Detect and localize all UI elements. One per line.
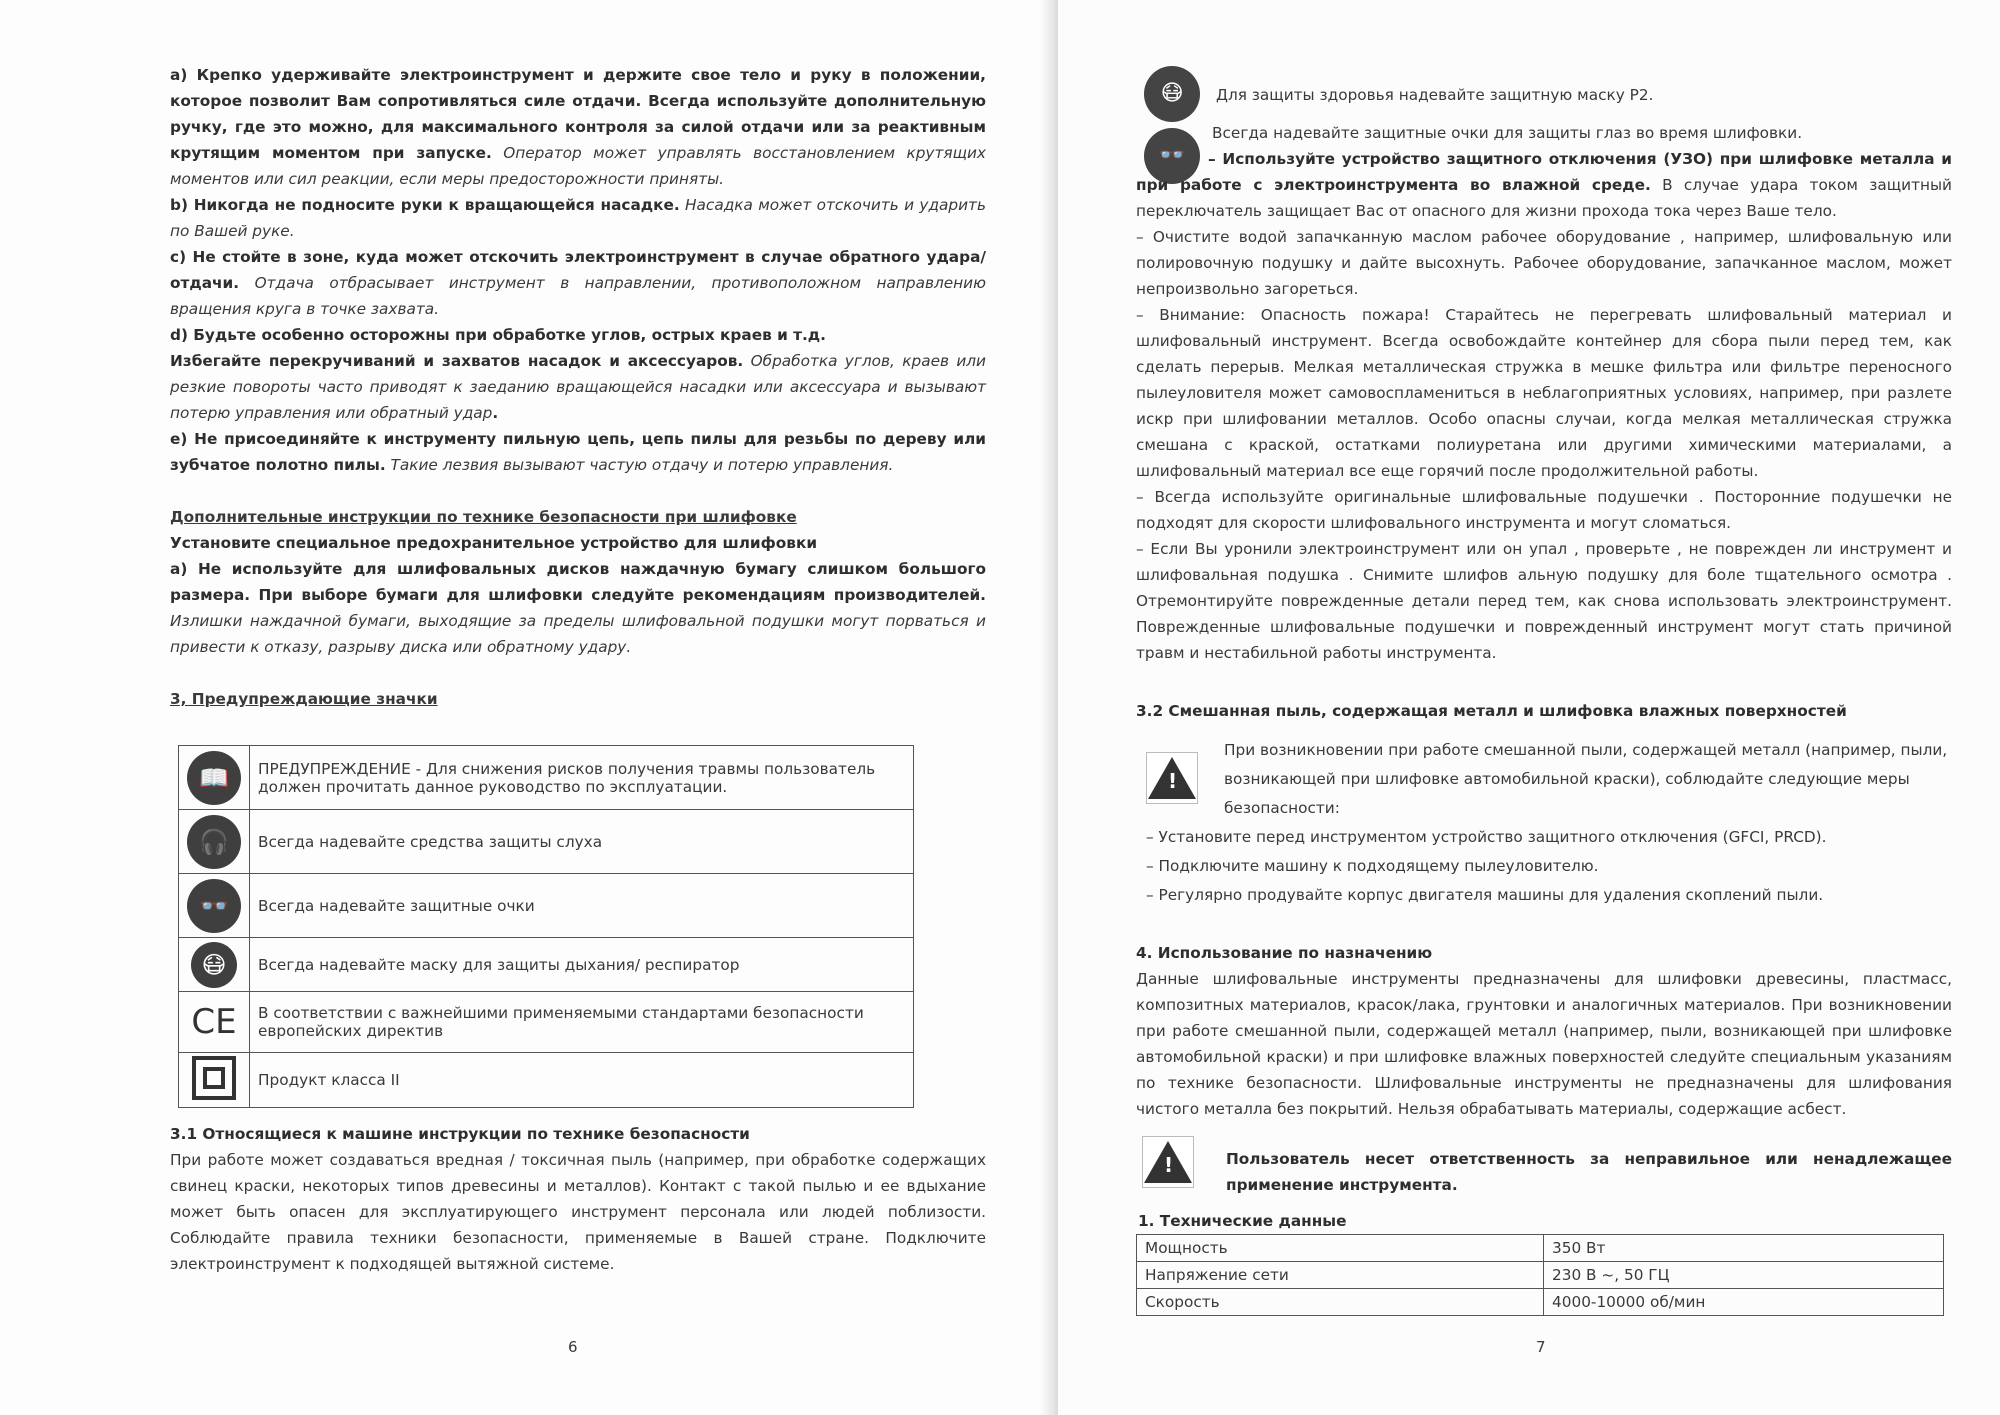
section-3-1 [170, 1121, 986, 1277]
sign-text: ПРЕДУПРЕЖДЕНИЕ - Для снижения рисков получения травмы пользователь должен прочитать данное руководство по эксплуатации. [250, 746, 914, 810]
paragraph-e-chain: e) Не присоединяйте к инструменту пильную цепь, цепь пилы для резьбы по дереву или зубчатое полотно пилы. Такие лезвия вызывают частую отдачу и потерю управления. [170, 430, 986, 474]
paragraph-fire: – Внимание: Опасность пожара! Старайтесь не перегревать шлифовальный материал и шлифовальный инструмент. Всегда освобождайте контейнер для сбора пыли перед тем, как сделать перерыв. Мелкая металлическая стружка в мешке фильтра или фильтре переносного пылеуловителя может самовоспламениться в неблагоприятных условиях, например, при разлете искр при шлифовании металлов. Особо опасны случаи, когда мелкая металлическая стружка смешана с краской, остатками полиуретана или другими химическими материалами, а шлифовальный материал все еще горячий после продолжительной работы. [1136, 306, 1952, 480]
heading-technical-data: 1. Технические данные [1138, 1212, 1347, 1230]
paragraph-c-zone: c) Не стойте в зоне, куда может отскочить электроинструмент в случае обратного удара/ отдачи. Отдача отбрасывает инструмент в направлении, противоположном направлению вращения круга в точке захвата. [170, 248, 986, 318]
goggles-note: Всегда надевайте защитные очки для защиты глаз во время шлифовки. [1212, 124, 1803, 142]
warning-signs-table [178, 745, 914, 1108]
section-3-2 [1136, 736, 1952, 910]
heading-4: 4. Использование по назначению [1136, 944, 1433, 962]
paragraph-drop: – Если Вы уронили электроинструмент или он упал , проверьте , не поврежден ли инструмент и шлифовальная подушка . Снимите шлифов альную подушку для боле тщательного осмотра . Отремонтируйте поврежденные детали перед тем, как снова использовать электроинструмент. Поврежденные шлифовальные подушечки и поврежденный инструмент могут стать причиной травм и нестабильной работы инструмента. [1136, 540, 1952, 662]
goggles-icon: 👓 [1144, 128, 1200, 184]
paragraph-b-hands: b) Никогда не подносите руки к вращающейся насадке. Насадка может отскочить и ударить по Вашей руке. [170, 196, 986, 240]
ce-mark-icon: CE [191, 1002, 237, 1042]
paragraph-original-pads: – Всегда используйте оригинальные шлифовальные подушечки . Посторонние подушечки не подходят для скорости шлифовального инструмента и могут сломаться. [1136, 488, 1952, 532]
heading-3-1: 3.1 Относящиеся к машине инструкции по технике безопасности [170, 1125, 750, 1143]
sign-text: Продукт класса II [250, 1053, 914, 1108]
heading-additional-instructions: Дополнительные инструкции по технике безопасности при шлифовке [170, 508, 797, 526]
heading-3-2: 3.2 Смешанная пыль, содержащая металл и шлифовка влажных поверхностей [1136, 702, 1847, 720]
paragraph-a-kickback: a) Крепко удерживайте электроинструмент и держите свое тело и руку в положении, которое позволит Вам сопротивляться силе отдачи. Всегда используйте дополнительную ручку, где это можно, для максимального контроля за силой отдачи или за реактивным крутящим моментом при запуске. Оператор может управлять восстановлением крутящих моментов или сил реакции, если меры предосторожности приняты. [170, 66, 986, 188]
page-number: 7 [1536, 1338, 1546, 1356]
table-row [1137, 1235, 1944, 1262]
subheading-safety-device: Установите специальное предохранительное устройство для шлифовки [170, 534, 818, 552]
table-row [1137, 1289, 1944, 1316]
tech-key: Мощность [1137, 1235, 1544, 1262]
tech-key: Скорость [1137, 1289, 1544, 1316]
respirator-icon: 😷 [1144, 66, 1200, 122]
section-4 [1136, 940, 1952, 1122]
paragraph-uzo: – Используйте устройство защитного отключения (УЗО) при шлифовке металла и при работе с электроинструмента во влажной среде. В случае удара током защитный переключатель защищает Вас от опасного для жизни прохода тока через Ваше тело. [1136, 150, 1952, 220]
tech-value: 230 В ~, 50 ГЦ [1544, 1262, 1944, 1289]
table-row [179, 938, 914, 992]
responsibility-note: Пользователь несет ответственность за неправильное или ненадлежащее применение инструмента. [1226, 1150, 1952, 1194]
right-page [1058, 0, 2000, 1415]
table-row [1137, 1262, 1944, 1289]
tech-value: 4000-10000 об/мин [1544, 1289, 1944, 1316]
table-row [179, 810, 914, 874]
paragraph-avoid-twist: Избегайте перекручиваний и захватов насадок и аксессуаров. Обработка углов, краев или резкие повороты часто приводят к заеданию вращающейся насадки или аксессуара и вызывают потерю управления или обратный удар. [170, 352, 986, 422]
table-row [179, 874, 914, 938]
tech-value: 350 Вт [1544, 1235, 1944, 1262]
table-row [179, 1053, 914, 1108]
book-icon: 📖 [187, 751, 241, 805]
sign-text: Всегда надевайте средства защиты слуха [250, 810, 914, 874]
bullet-gfci: – Установите перед инструментом устройство защитного отключения (GFCI, PRCD). [1146, 828, 1827, 846]
left-column [170, 62, 986, 712]
paragraph-sandpaper: a) Не используйте для шлифовальных дисков наждачную бумагу слишком большого размера. При выборе бумаги для шлифовки следуйте рекомендациям производителей. Излишки наждачной бумаги, выходящие за пределы шлифовальной подушки могут порваться и привести к отказу, разрыву диска или обратному удару. [170, 560, 986, 656]
goggles-icon: 👓 [187, 879, 241, 933]
respirator-icon: 😷 [191, 942, 237, 988]
technical-data-table [1136, 1234, 1944, 1316]
page-number: 6 [568, 1338, 578, 1356]
right-column-top [1136, 82, 1952, 724]
section-tech [1136, 1208, 1952, 1316]
paragraph-4: Данные шлифовальные инструменты предназначены для шлифовки древесины, пластмасс, композитных материалов, красок/лака, грунтовки и аналогичных материалов. При возникновении при работе смешанной пыли, содержащей металл (например, пыли, возникающей при шлифовке автомобильной краски) и при шлифовке влажных поверхностей следуйте специальным указаниям по технике безопасности. Шлифовальные инструменты не предназначены для шлифования чистого металла без покрытий. Нельзя обрабатывать материалы, содержащие асбест. [1136, 970, 1952, 1118]
paragraph-d-corners: d) Будьте особенно осторожны при обработке углов, острых краев и т.д. [170, 326, 826, 344]
sign-text: Всегда надевайте маску для защиты дыхания/ респиратор [250, 938, 914, 992]
sign-text: Всегда надевайте защитные очки [250, 874, 914, 938]
sign-text: В соответствии с важнейшими применяемыми стандартами безопасности европейских директив [250, 992, 914, 1053]
paragraph-clean: – Очистите водой запачканную маслом рабочее оборудование , например, шлифовальную или полировочную подушку и дайте высохнуть. Рабочее оборудование, запачканное маслом, может непроизвольно загореться. [1136, 228, 1952, 298]
class-ii-icon [192, 1056, 236, 1100]
paragraph-3-1: При работе может создаваться вредная / токсичная пыль (например, при обработке содержащих свинец краски, некоторых типов древесины и металлов). Контакт с такой пылью и ее вдыхание может быть опасен для эксплуатирующего инструмент персонала или людей поблизости. Соблюдайте правила техники безопасности, применяемые в Вашей стране. Подключите электроинструмент к подходящей вытяжной системе. [170, 1151, 986, 1273]
table-row [179, 746, 914, 810]
tech-key: Напряжение сети [1137, 1262, 1544, 1289]
table-row [179, 992, 914, 1053]
bullet-dust-extractor: – Подключите машину к подходящему пылеуловителю. [1146, 857, 1599, 875]
heading-warning-signs: 3, Предупреждающие значки [170, 690, 438, 708]
ear-protection-icon: 🎧 [187, 815, 241, 869]
mask-note: Для защиты здоровья надевайте защитную маску Р2. [1216, 86, 1654, 104]
bullet-blow-out: – Регулярно продувайте корпус двигателя машины для удаления скоплений пыли. [1146, 886, 1824, 904]
paragraph-3-2: При возникновении при работе смешанной пыли, содержащей металл (например, пыли, возникающей при шлифовке автомобильной краски), соблюдайте следующие меры безопасности: [1224, 741, 1948, 817]
